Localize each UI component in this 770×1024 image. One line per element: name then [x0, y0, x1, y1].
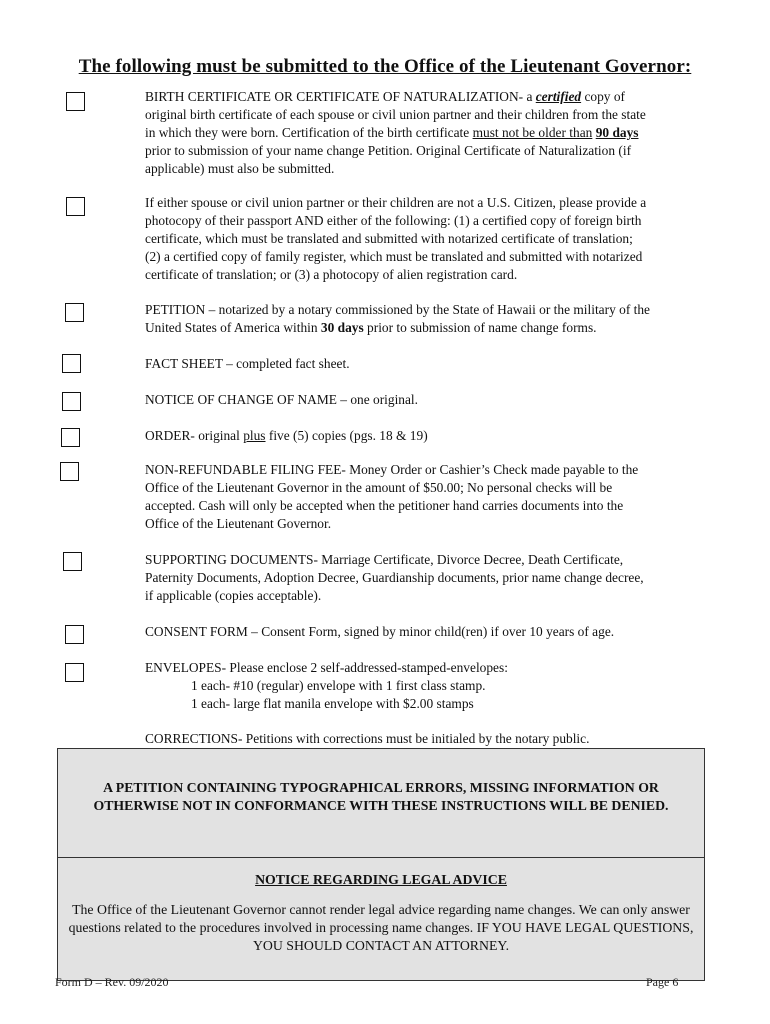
checkbox-birth-certificate[interactable]: [66, 92, 85, 111]
page-number: Page 6: [646, 975, 679, 989]
certified-emphasis: certified: [535, 89, 582, 104]
legal-notice-box: [57, 857, 705, 981]
requirement-text: FACT SHEET – completed fact sheet.: [145, 356, 350, 371]
requirement-text: CONSENT FORM – Consent Form, signed by minor child(ren) if over 10 years of age.: [145, 624, 615, 639]
requirement-text: NOTICE OF CHANGE OF NAME – one original.: [145, 392, 419, 407]
checkbox-order[interactable]: [61, 428, 80, 447]
thirty-days-emphasis: 30 days: [320, 320, 364, 335]
warning-box: [57, 748, 705, 858]
requirement-text: PETITION – notarized by a notary commissioned by the State of Hawaii or the military of the United States of America within 30 days prior to submission of name change forms.: [145, 302, 650, 335]
checkbox-supporting-documents[interactable]: [63, 552, 82, 571]
checkbox-petition[interactable]: [65, 303, 84, 322]
requirement-text: ORDER- original plus five (5) copies (pgs. 18 & 19): [145, 428, 428, 443]
warning-text: A PETITION CONTAINING TYPOGRAPHICAL ERRORS, MISSING INFORMATION OR OTHERWISE NOT IN CONFORMANCE WITH THESE INSTRUCTIONS WILL BE DENIED.: [93, 780, 669, 813]
checkbox-filing-fee[interactable]: [60, 462, 79, 481]
legal-notice-text: The Office of the Lieutenant Governor cannot render legal advice regarding name changes. We can only answer questions related to the procedures involved in processing name changes. IF YOU HAVE LEGAL QUESTIONS, YOU SHOULD CONTACT AN ATTORNEY.: [68, 902, 694, 953]
checkbox-consent-form[interactable]: [65, 625, 84, 644]
checkbox-fact-sheet[interactable]: [62, 354, 81, 373]
ninety-days-emphasis: 90 days: [595, 125, 639, 140]
checkbox-non-citizen-documents[interactable]: [66, 197, 85, 216]
page-title: The following must be submitted to the Office of the Lieutenant Governor:: [78, 56, 692, 77]
requirement-text: If either spouse or civil union partner or their children are not a U.S. Citizen, please provide a photocopy of their passport AND either of the following: (1) a certified copy of foreign birth certificate, which must be translated and submitted with notarized certificate of translation; (2) a certified copy of family register, which must be translated and submitted with notarized certificate of translation; or (3) a photocopy of alien registration card.: [145, 195, 647, 282]
form-revision: Form D – Rev. 09/2020: [55, 975, 169, 989]
checkbox-notice-of-change[interactable]: [62, 392, 81, 411]
requirement-text: BIRTH CERTIFICATE OR CERTIFICATE OF NATURALIZATION- a certified copy of original birth certificate of each spouse or civil union partner and their children from the state in which they were born. Certification of the birth certificate must not be older than 90 days prior to submission of your name change Petition. Original Certificate of Naturalization (if applicable) must also be submitted.: [145, 89, 646, 176]
requirement-text: SUPPORTING DOCUMENTS- Marriage Certificate, Divorce Decree, Death Certificate, Paternity Documents, Adoption Decree, Guardianship documents, prior name change decree, if applicable (copies acceptable).: [145, 552, 644, 603]
legal-notice-heading: NOTICE REGARDING LEGAL ADVICE: [255, 872, 507, 887]
requirement-text: CORRECTIONS- Petitions with corrections must be initialed by the notary public.: [145, 731, 590, 746]
checkbox-envelopes[interactable]: [65, 663, 84, 682]
requirement-text: ENVELOPES- Please enclose 2 self-addressed-stamped-envelopes: 1 each- #10 (regular) envelope with 1 first class stamp. 1 each- large flat manila envelope with $2.00 stamps: [145, 660, 508, 711]
requirement-text: NON-REFUNDABLE FILING FEE- Money Order or Cashier’s Check made payable to the Office of the Lieutenant Governor in the amount of $50.00; No personal checks will be accepted. Cash will only be accepted when the petitioner hand carries documents into the Office of the Lieutenant Governor.: [145, 462, 639, 531]
